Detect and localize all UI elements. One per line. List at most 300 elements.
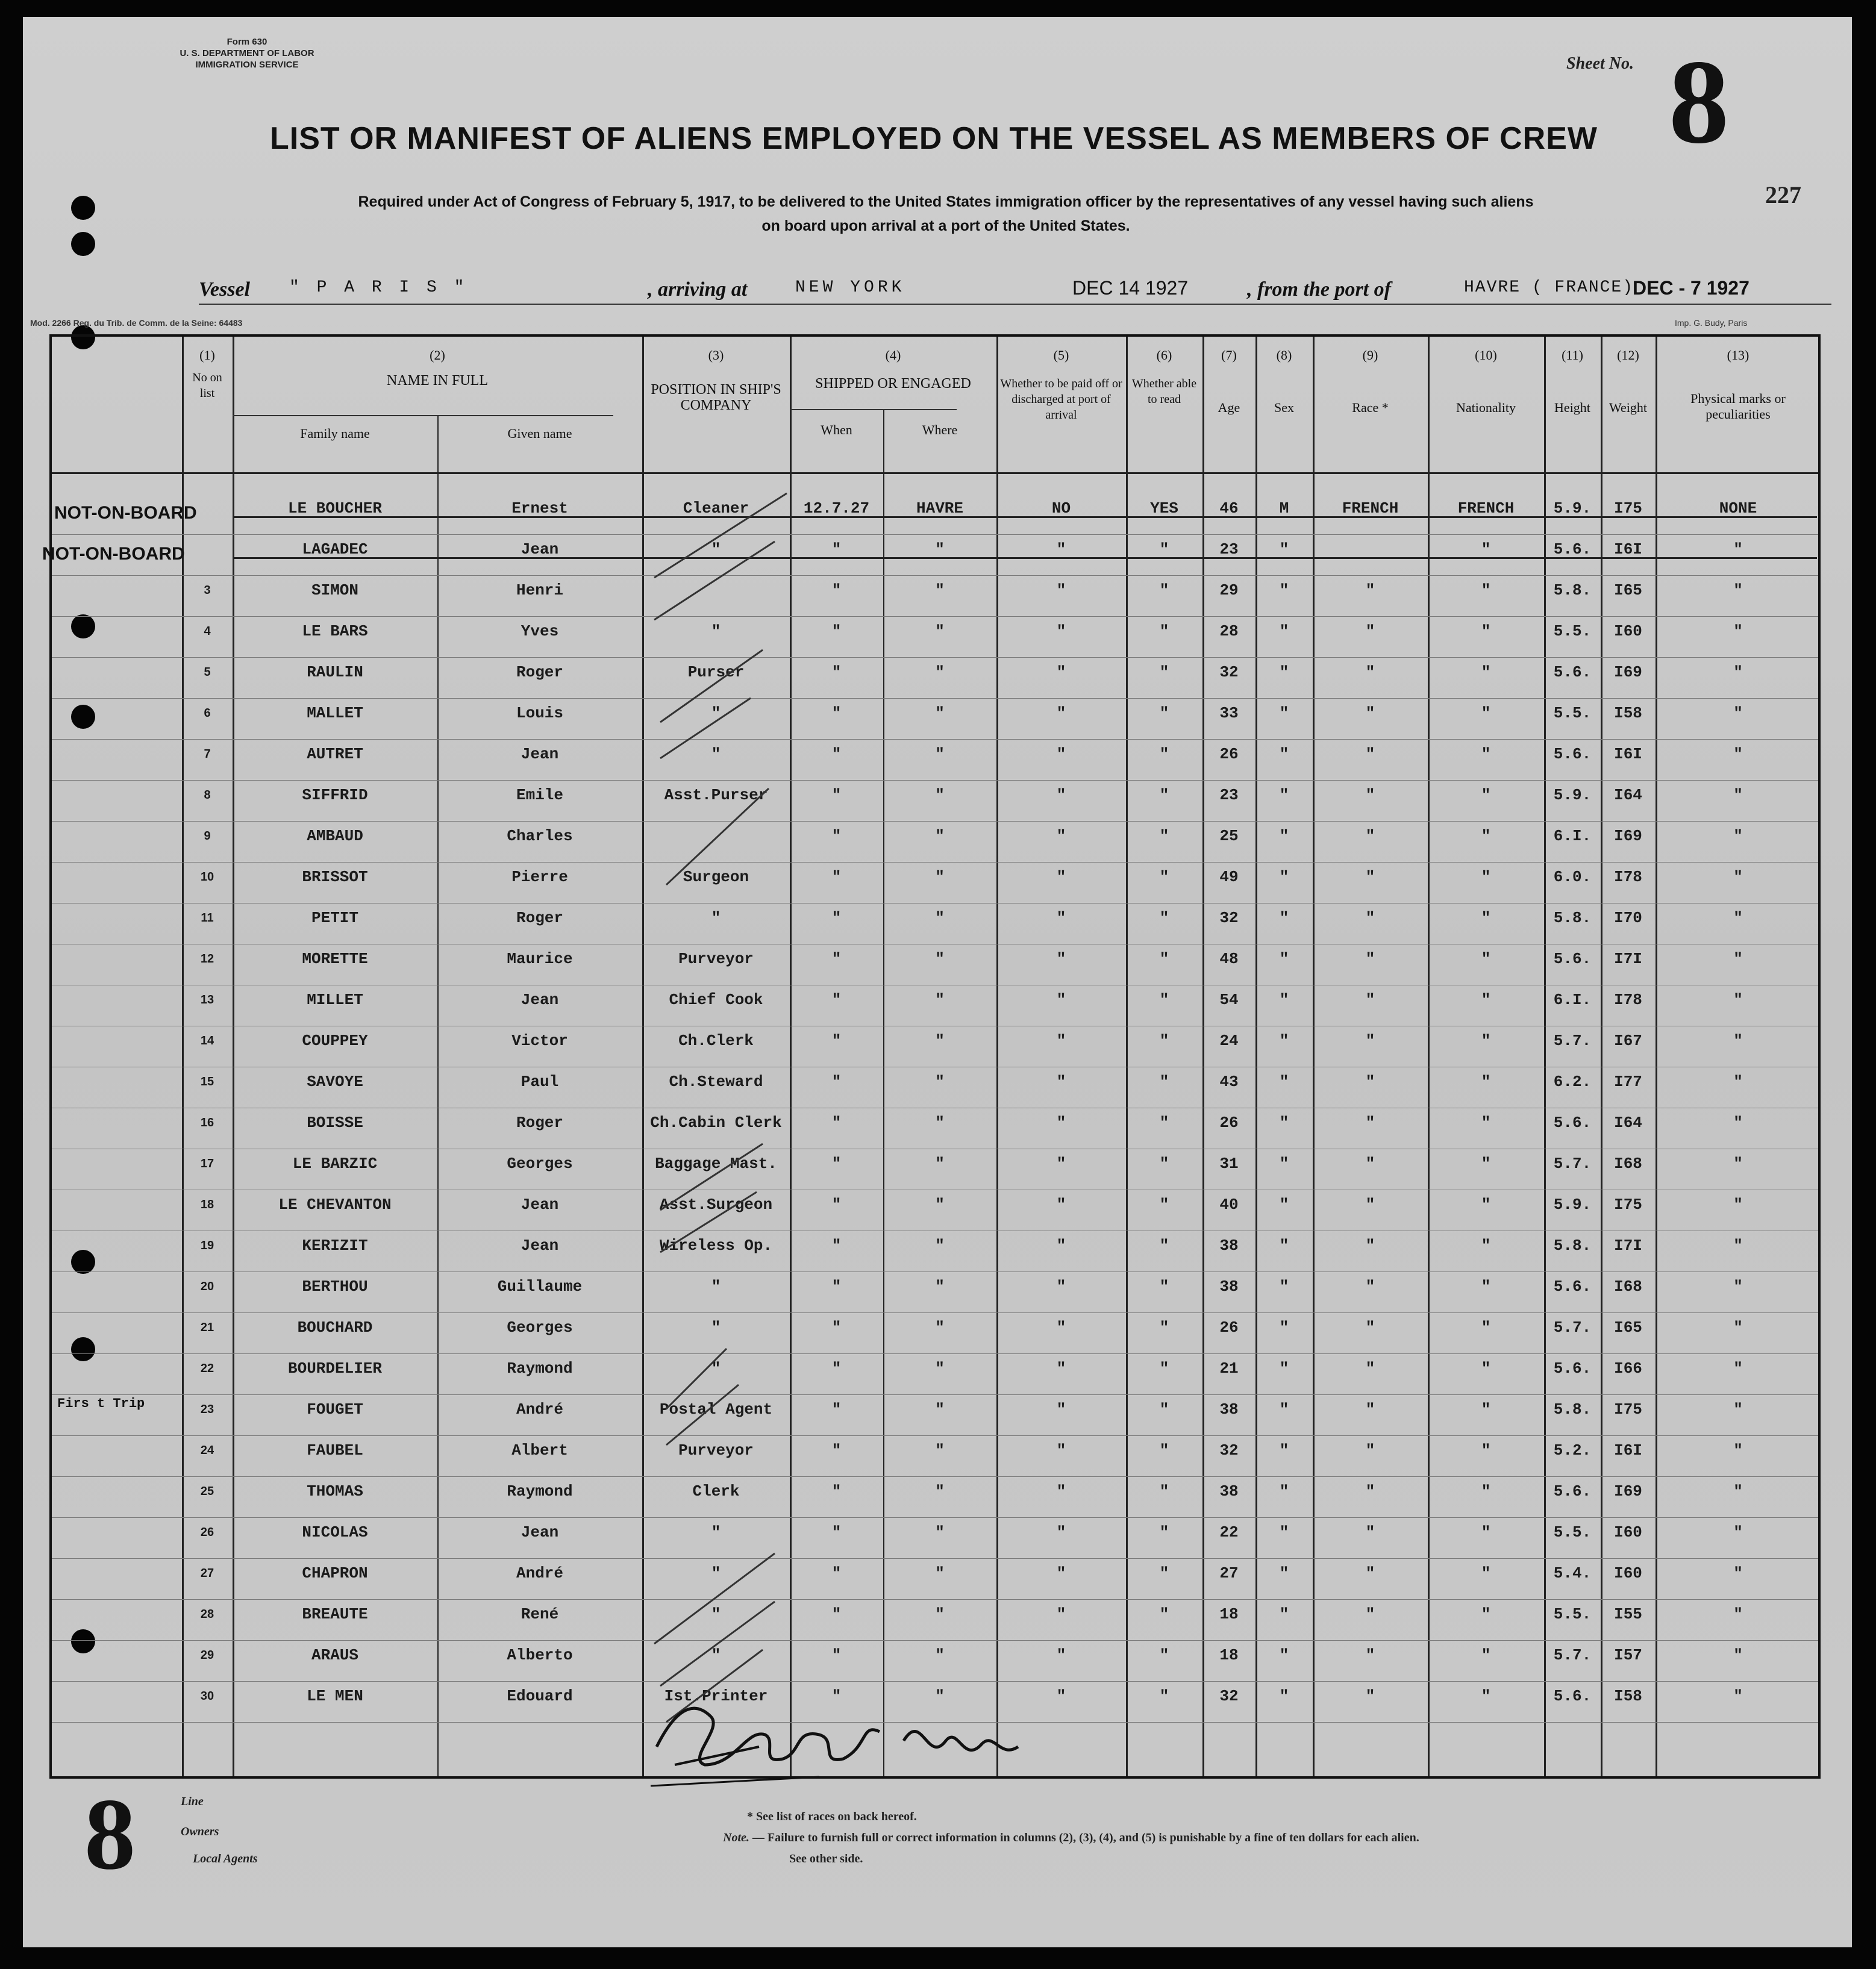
pencil-mark <box>660 650 763 722</box>
cell-race: " <box>1365 1359 1375 1378</box>
cell-paid: " <box>1056 786 1066 804</box>
cell-when: " <box>831 827 842 845</box>
cell-sex: " <box>1279 1646 1289 1664</box>
cell-age: 46 <box>1219 499 1239 517</box>
cell-given: Edouard <box>507 1687 573 1705</box>
cell-nationality: " <box>1481 1400 1491 1418</box>
cell-race: " <box>1365 1646 1375 1664</box>
cell-height: 5.9. <box>1553 786 1592 804</box>
cell-when: " <box>831 1564 842 1582</box>
cell-where: " <box>935 1196 945 1214</box>
punch-hole <box>71 196 95 220</box>
cell-family: NICOLAS <box>302 1523 368 1541</box>
margin-note-not-on-board: NOT-ON-BOARD <box>54 503 197 523</box>
cell-height: 5.6. <box>1553 1482 1592 1500</box>
cell-no: 16 <box>200 1116 214 1129</box>
cell-sex: " <box>1279 1237 1289 1255</box>
cell-height: 5.6. <box>1553 1359 1592 1378</box>
cell-age: 26 <box>1219 1114 1239 1132</box>
cell-no: 7 <box>204 747 211 761</box>
cell-sex: " <box>1279 786 1289 804</box>
cell-read: " <box>1159 786 1169 804</box>
cell-position: Chief Cook <box>669 991 763 1009</box>
col-physical-marks: Physical marks or peculiarities <box>1690 391 1786 422</box>
cell-position: Ch.Steward <box>669 1073 763 1091</box>
cell-where: " <box>935 1687 945 1705</box>
cell-marks: " <box>1733 1359 1743 1378</box>
arrival-port: NEW YORK <box>795 278 905 297</box>
cell-read: " <box>1159 1155 1169 1173</box>
cell-family: SAVOYE <box>307 1073 363 1091</box>
page-title: LIST OR MANIFEST OF ALIENS EMPLOYED ON THE VESSEL AS MEMBERS OF CREW <box>270 121 1598 156</box>
col-name-in-full: NAME IN FULL <box>387 373 488 388</box>
cell-where: " <box>935 786 945 804</box>
cell-paid: " <box>1056 1155 1066 1173</box>
cell-race: " <box>1365 1318 1375 1337</box>
cell-age: 38 <box>1219 1237 1239 1255</box>
cell-paid: " <box>1056 663 1066 681</box>
department-name: U. S. DEPARTMENT OF LABOR <box>180 48 314 58</box>
cell-read: " <box>1159 581 1169 599</box>
cell-nationality: " <box>1481 1687 1491 1705</box>
col-13-number: (13) <box>1727 348 1749 363</box>
note-label: Note. <box>723 1831 749 1844</box>
cell-read: " <box>1159 540 1169 558</box>
cell-where: " <box>935 1318 945 1337</box>
col-able-to-read: Whether able to read <box>1131 377 1197 406</box>
arriving-label: , arriving at <box>648 278 748 301</box>
cell-marks: " <box>1733 1032 1743 1050</box>
cell-read: YES <box>1150 499 1178 517</box>
cell-weight: I77 <box>1614 1073 1642 1091</box>
cell-height: 5.2. <box>1553 1441 1592 1459</box>
cell-given: Alberto <box>507 1646 573 1664</box>
cell-paid: " <box>1056 1687 1066 1705</box>
cell-family: FOUGET <box>307 1400 363 1418</box>
cell-marks: " <box>1733 950 1743 968</box>
cell-nationality: " <box>1481 1155 1491 1173</box>
cell-race: " <box>1365 991 1375 1009</box>
margin-note-first-trip: Firs t Trip <box>57 1396 145 1411</box>
col-2-number: (2) <box>430 348 445 363</box>
cell-marks: " <box>1733 1318 1743 1337</box>
cell-height: 5.5. <box>1553 704 1592 722</box>
cell-height: 5.6. <box>1553 950 1592 968</box>
failure-note <box>723 1831 1419 1845</box>
cell-given: Raymond <box>507 1482 573 1500</box>
cell-height: 5.6. <box>1553 1278 1592 1296</box>
cell-race: " <box>1365 1523 1375 1541</box>
cell-given: Georges <box>507 1155 573 1173</box>
cell-family: PETIT <box>311 909 358 927</box>
cell-read: " <box>1159 1400 1169 1418</box>
cell-weight: I69 <box>1614 827 1642 845</box>
cell-where: " <box>935 1114 945 1132</box>
cell-read: " <box>1159 1318 1169 1337</box>
footer-agents-label <box>193 1852 258 1866</box>
cell-sex: M <box>1279 499 1289 517</box>
cell-family: LAGADEC <box>302 540 368 558</box>
col-no-on-list: No on list <box>192 371 222 400</box>
cell-position: " <box>711 1646 721 1664</box>
cell-paid: " <box>1056 581 1066 599</box>
cell-age: 28 <box>1219 622 1239 640</box>
cell-read: " <box>1159 1523 1169 1541</box>
cell-where: " <box>935 950 945 968</box>
vessel-line <box>199 277 1831 305</box>
cell-marks: " <box>1733 868 1743 886</box>
cell-race: " <box>1365 868 1375 886</box>
cell-where: " <box>935 1482 945 1500</box>
cell-race: " <box>1365 704 1375 722</box>
cell-weight: I6I <box>1614 745 1642 763</box>
cell-nationality: " <box>1481 663 1491 681</box>
cell-nationality: " <box>1481 1359 1491 1378</box>
cell-family: FAUBEL <box>307 1441 363 1459</box>
cell-where: HAVRE <box>916 499 963 517</box>
departure-port: HAVRE ( FRANCE) <box>1464 278 1634 297</box>
cell-given: Jean <box>521 1237 559 1255</box>
cell-family: BOISSE <box>307 1114 363 1132</box>
cell-race: " <box>1365 1605 1375 1623</box>
cell-sex: " <box>1279 1073 1289 1091</box>
see-other-side: See other side. <box>789 1852 863 1865</box>
cell-read: " <box>1159 827 1169 845</box>
cell-where: " <box>935 1032 945 1050</box>
cell-weight: I75 <box>1614 1196 1642 1214</box>
punch-hole <box>71 232 95 256</box>
cell-read: " <box>1159 663 1169 681</box>
cell-height: 6.I. <box>1553 827 1592 845</box>
cell-where: " <box>935 1523 945 1541</box>
cell-weight: I65 <box>1614 1318 1642 1337</box>
cell-weight: I60 <box>1614 622 1642 640</box>
cell-read: " <box>1159 1687 1169 1705</box>
cell-sex: " <box>1279 1605 1289 1623</box>
cell-age: 27 <box>1219 1564 1239 1582</box>
cell-paid: " <box>1056 1441 1066 1459</box>
cell-family: ARAUS <box>311 1646 358 1664</box>
cell-race: " <box>1365 1032 1375 1050</box>
cell-paid: " <box>1056 704 1066 722</box>
cell-given: Paul <box>521 1073 559 1091</box>
cell-paid: " <box>1056 1318 1066 1337</box>
cell-nationality: " <box>1481 745 1491 763</box>
cell-weight: I70 <box>1614 909 1642 927</box>
cell-weight: I75 <box>1614 499 1642 517</box>
cell-nationality: " <box>1481 1523 1491 1541</box>
cell-race: " <box>1365 827 1375 845</box>
col-6-number: (6) <box>1156 348 1172 363</box>
cell-no: 11 <box>201 911 214 925</box>
cell-family: AUTRET <box>307 745 363 763</box>
cell-read: " <box>1159 1441 1169 1459</box>
cell-no: 12 <box>200 952 214 966</box>
cell-weight: I68 <box>1614 1155 1642 1173</box>
cell-family: BOUCHARD <box>297 1318 373 1337</box>
cell-where: " <box>935 827 945 845</box>
cell-position: Ch.Cabin Clerk <box>650 1114 782 1132</box>
cell-when: " <box>831 704 842 722</box>
footer-owners-label <box>181 1825 219 1839</box>
cell-sex: " <box>1279 704 1289 722</box>
cell-when: " <box>831 1441 842 1459</box>
cell-family: COUPPEY <box>302 1032 368 1050</box>
cell-paid: " <box>1056 909 1066 927</box>
cell-race: " <box>1365 1441 1375 1459</box>
cell-sex: " <box>1279 1196 1289 1214</box>
col-weight: Weight <box>1609 400 1647 415</box>
note-text: — Failure to furnish full or correct information in columns (2), (3), (4), and (5) is punishable by a fine of ten dollars for each alien. <box>752 1831 1419 1844</box>
cell-paid: " <box>1056 1523 1066 1541</box>
cell-marks: " <box>1733 1523 1743 1541</box>
cell-when: " <box>831 1073 842 1091</box>
cell-where: " <box>935 704 945 722</box>
col-sex: Sex <box>1274 400 1294 415</box>
cell-age: 31 <box>1219 1155 1239 1173</box>
cell-no: 15 <box>200 1075 214 1088</box>
cell-family: BREAUTE <box>302 1605 368 1623</box>
cell-position: Asst.Purser <box>664 786 768 804</box>
pencil-mark <box>666 788 769 885</box>
cell-no: 5 <box>204 666 211 679</box>
cell-height: 5.6. <box>1553 1687 1592 1705</box>
cell-sex: " <box>1279 1482 1289 1500</box>
cell-given: Roger <box>516 909 563 927</box>
subtitle-line-2: on board upon arrival at a port of the United States. <box>761 217 1130 234</box>
cell-marks: " <box>1733 827 1743 845</box>
cell-weight: I7I <box>1614 1237 1642 1255</box>
cell-age: 43 <box>1219 1073 1239 1091</box>
cell-given: Roger <box>516 1114 563 1132</box>
col-family-name: Family name <box>300 426 370 441</box>
cell-no: 30 <box>200 1690 214 1703</box>
cell-weight: I60 <box>1614 1564 1642 1582</box>
signature <box>639 1674 1048 1795</box>
cell-where: " <box>935 1278 945 1296</box>
cell-race: " <box>1365 1073 1375 1091</box>
cell-marks: " <box>1733 1564 1743 1582</box>
cell-sex: " <box>1279 1318 1289 1337</box>
cell-read: " <box>1159 1073 1169 1091</box>
cell-family: CHAPRON <box>302 1564 368 1582</box>
cell-position: Purser <box>687 663 745 681</box>
cell-age: 24 <box>1219 1032 1239 1050</box>
cell-family: BRISSOT <box>302 868 368 886</box>
cell-sex: " <box>1279 540 1289 558</box>
cell-age: 32 <box>1219 663 1239 681</box>
cell-nationality: " <box>1481 1318 1491 1337</box>
cell-height: 5.9. <box>1553 1196 1592 1214</box>
cell-race: " <box>1365 1687 1375 1705</box>
cell-read: " <box>1159 1278 1169 1296</box>
cell-sex: " <box>1279 1278 1289 1296</box>
cell-given: Pierre <box>511 868 568 886</box>
cell-nationality: " <box>1481 1482 1491 1500</box>
col-8-number: (8) <box>1276 348 1292 363</box>
cell-marks: " <box>1733 1482 1743 1500</box>
line-label: Line <box>181 1795 204 1808</box>
cell-family: SIMON <box>311 581 358 599</box>
cell-marks: " <box>1733 581 1743 599</box>
cell-nationality: " <box>1481 1646 1491 1664</box>
cell-race: " <box>1365 1237 1375 1255</box>
cell-marks: " <box>1733 1114 1743 1132</box>
cell-where: " <box>935 663 945 681</box>
col-1-number: (1) <box>199 348 215 363</box>
cell-where: " <box>935 868 945 886</box>
cell-race: " <box>1365 1564 1375 1582</box>
cell-paid: " <box>1056 868 1066 886</box>
cell-height: 5.4. <box>1553 1564 1592 1582</box>
cell-nationality: " <box>1481 1237 1491 1255</box>
cell-when: " <box>831 1605 842 1623</box>
cell-given: Louis <box>516 704 563 722</box>
cell-age: 38 <box>1219 1278 1239 1296</box>
col-where: Where <box>922 422 958 437</box>
page-subtitle <box>169 190 1723 238</box>
cell-position: " <box>711 1564 721 1582</box>
cell-when: " <box>831 991 842 1009</box>
cell-given: René <box>521 1605 559 1623</box>
cell-when: " <box>831 1318 842 1337</box>
cell-family: BOURDELIER <box>287 1359 383 1378</box>
cell-no: 17 <box>200 1157 214 1170</box>
cell-read: " <box>1159 745 1169 763</box>
pencil-mark <box>660 1144 763 1210</box>
cell-no: 28 <box>200 1608 214 1621</box>
cell-when: " <box>831 868 842 886</box>
owners-label: Owners <box>181 1825 219 1838</box>
cell-read: " <box>1159 1237 1169 1255</box>
cell-family: MORETTE <box>302 950 368 968</box>
cell-when: " <box>831 663 842 681</box>
cell-no: 29 <box>200 1649 214 1662</box>
cell-sex: " <box>1279 1400 1289 1418</box>
cell-height: 5.8. <box>1553 909 1592 927</box>
col-12-number: (12) <box>1617 348 1639 363</box>
cell-weight: I7I <box>1614 950 1642 968</box>
cell-paid: " <box>1056 1564 1066 1582</box>
cell-age: 23 <box>1219 540 1239 558</box>
cell-no: 3 <box>204 584 211 597</box>
cell-age: 38 <box>1219 1482 1239 1500</box>
cell-nationality: " <box>1481 1605 1491 1623</box>
cell-weight: I78 <box>1614 991 1642 1009</box>
col-shipped-engaged: SHIPPED OR ENGAGED <box>815 376 971 392</box>
cell-age: 26 <box>1219 745 1239 763</box>
cell-height: 5.7. <box>1553 1155 1592 1173</box>
cell-given: Jean <box>521 540 559 558</box>
cell-weight: I65 <box>1614 581 1642 599</box>
cell-read: " <box>1159 1032 1169 1050</box>
cell-weight: I58 <box>1614 1687 1642 1705</box>
cell-race: " <box>1365 950 1375 968</box>
from-port-label: , from the port of <box>1247 278 1391 301</box>
cell-age: 18 <box>1219 1605 1239 1623</box>
cell-when: " <box>831 1646 842 1664</box>
cell-family: SIFFRID <box>302 786 368 804</box>
cell-weight: I68 <box>1614 1278 1642 1296</box>
cell-paid: " <box>1056 1646 1066 1664</box>
pencil-mark <box>654 541 775 620</box>
printer-imprint: Imp. G. Budy, Paris <box>1675 318 1748 328</box>
cell-position: Asst.Surgeon <box>659 1196 773 1214</box>
form-info <box>127 36 367 70</box>
cell-height: 5.8. <box>1553 581 1592 599</box>
cell-sex: " <box>1279 1441 1289 1459</box>
cell-nationality: " <box>1481 1032 1491 1050</box>
pencil-mark <box>660 698 751 758</box>
cell-sex: " <box>1279 1032 1289 1050</box>
cell-marks: " <box>1733 991 1743 1009</box>
col-position: POSITION IN SHIP'S COMPANY <box>651 382 781 413</box>
cell-paid: " <box>1056 1073 1066 1091</box>
cell-no: 24 <box>200 1444 214 1457</box>
vessel-label: Vessel <box>199 278 250 301</box>
cell-position: Ist.Printer <box>664 1687 768 1705</box>
cell-age: 33 <box>1219 704 1239 722</box>
col-when: When <box>821 422 852 437</box>
cell-sex: " <box>1279 581 1289 599</box>
cell-read: " <box>1159 991 1169 1009</box>
cell-paid: " <box>1056 991 1066 1009</box>
cell-nationality: " <box>1481 1441 1491 1459</box>
cell-age: 32 <box>1219 909 1239 927</box>
cell-family: THOMAS <box>307 1482 363 1500</box>
cell-age: 38 <box>1219 1400 1239 1418</box>
subtitle-line-1: Required under Act of Congress of February 5, 1917, to be delivered to the United States immigration officer by the representatives of any vessel having such aliens <box>358 193 1534 210</box>
cell-read: " <box>1159 1196 1169 1214</box>
cell-sex: " <box>1279 622 1289 640</box>
cell-nationality: " <box>1481 704 1491 722</box>
cell-sex: " <box>1279 745 1289 763</box>
cell-race: " <box>1365 1482 1375 1500</box>
cell-height: 5.5. <box>1553 1605 1592 1623</box>
cell-where: " <box>935 1564 945 1582</box>
cell-race: " <box>1365 786 1375 804</box>
cell-no: 22 <box>200 1362 214 1375</box>
cell-given: André <box>516 1564 563 1582</box>
cell-family: MILLET <box>307 991 363 1009</box>
cell-no: 21 <box>200 1321 214 1334</box>
footer-line-label <box>181 1795 204 1809</box>
cell-position: Clerk <box>692 1482 740 1500</box>
page-side-number: 227 <box>1765 181 1801 208</box>
cell-height: 5.8. <box>1553 1237 1592 1255</box>
cell-weight: I6I <box>1614 1441 1642 1459</box>
cell-where: " <box>935 540 945 558</box>
cell-read: " <box>1159 1114 1169 1132</box>
cell-no: 14 <box>200 1034 214 1047</box>
pencil-mark <box>666 1385 739 1445</box>
cell-paid: " <box>1056 540 1066 558</box>
cell-paid: " <box>1056 1032 1066 1050</box>
cell-weight: I69 <box>1614 663 1642 681</box>
col-4-number: (4) <box>885 348 901 363</box>
cell-paid: NO <box>1051 499 1071 517</box>
cell-race: " <box>1365 909 1375 927</box>
cell-nationality: " <box>1481 991 1491 1009</box>
cell-sex: " <box>1279 1564 1289 1582</box>
cell-race: FRENCH <box>1342 499 1399 517</box>
col-height: Height <box>1554 400 1590 415</box>
cell-marks: " <box>1733 704 1743 722</box>
cell-where: " <box>935 1400 945 1418</box>
cell-height: 5.6. <box>1553 663 1592 681</box>
cell-family: LE BARZIC <box>292 1155 378 1173</box>
cell-given: Jean <box>521 1523 559 1541</box>
